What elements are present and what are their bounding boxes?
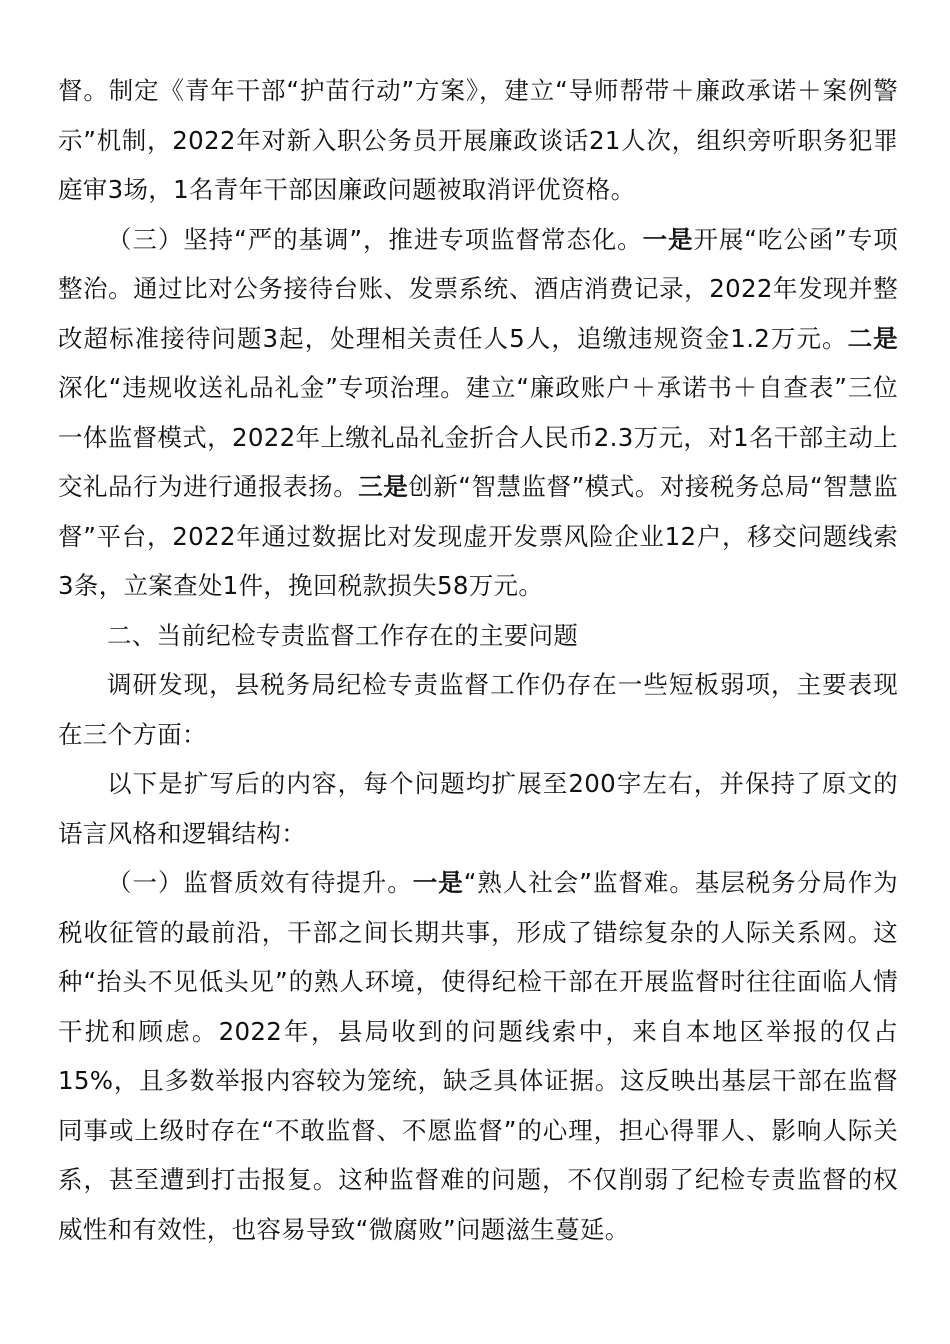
paragraph-youth-cadre-program	[58, 66, 898, 215]
paragraph-expansion-note	[58, 759, 898, 858]
paragraph-supervision-quality	[58, 858, 898, 1254]
bold-marker-second: 二是	[847, 323, 898, 353]
paragraph-text: 开展“吃公函”专项整治。通过比对公务接待台账、发票系统、酒店消费记录，2022年发现并整改超标准接待问题3起，处理相关责任人5人，追缴违规资金1.2万元。	[58, 224, 898, 353]
document-page	[58, 66, 898, 1254]
section-heading-main-problems	[58, 611, 898, 661]
paragraph-text: （一）监督质效有待提升。	[107, 868, 413, 897]
bold-marker-third: 三是	[358, 472, 409, 501]
paragraph-text: 调研发现，县税务局纪检专责监督工作仍存在一些短板弱项，主要表现在三个方面：	[58, 670, 898, 749]
paragraph-text: 深化“违规收送礼品礼金”专项治理。建立“廉政账户＋承诺书＋自查表”三位一体监督模式，2022年上缴礼品礼金折合人民币2.3万元，对1名干部主动上交礼品行为进行通报表扬。	[58, 373, 898, 501]
paragraph-text: 督。制定《青年干部“护苗行动”方案》，建立“导师帮带＋廉政承诺＋案例警示”机制，2022年对新入职公务员开展廉政谈话21人次，组织旁听职务犯罪庭审3场，1名青年干部因廉政问题被取消评优资格。	[58, 76, 898, 204]
bold-marker-first: 一是	[642, 224, 694, 254]
paragraph-text: “熟人社会”监督难。基层税务分局作为税收征管的最前沿，干部之间长期共事，形成了错综复杂的人际关系网。这种“抬头不见低头见”的熟人环境，使得纪检干部在开展监督时往往面临人情干扰和顾虑。2022年，县局收到的问题线索中，来自本地区举报的仅占15%，且多数举报内容较为笼统，缺乏具体证据。这反映出基层干部在监督同事或上级时存在“不敢监督、不愿监督”的心理，担心得罪人、影响人际关系，甚至遭到打击报复。这种监督难的问题，不仅削弱了纪检专责监督的权威性和有效性，也容易导致“微腐败”问题滋生蔓延。	[58, 868, 898, 1244]
bold-marker-first: 一是	[412, 868, 464, 897]
paragraph-special-supervision	[58, 215, 898, 611]
paragraph-text: 以下是扩写后的内容，每个问题均扩展至200字左右，并保持了原文的语言风格和逻辑结构：	[58, 769, 898, 848]
paragraph-text: 创新“智慧监督”模式。对接税务总局“智慧监督”平台，2022年通过数据比对发现虚开发票风险企业12户，移交问题线索3条，立案查处1件，挽回税款损失58万元。	[58, 472, 898, 600]
heading-text: 二、当前纪检专责监督工作存在的主要问题	[107, 620, 579, 650]
paragraph-text: （三）坚持“严的基调”，推进专项监督常态化。	[107, 224, 643, 254]
paragraph-research-findings	[58, 660, 898, 759]
